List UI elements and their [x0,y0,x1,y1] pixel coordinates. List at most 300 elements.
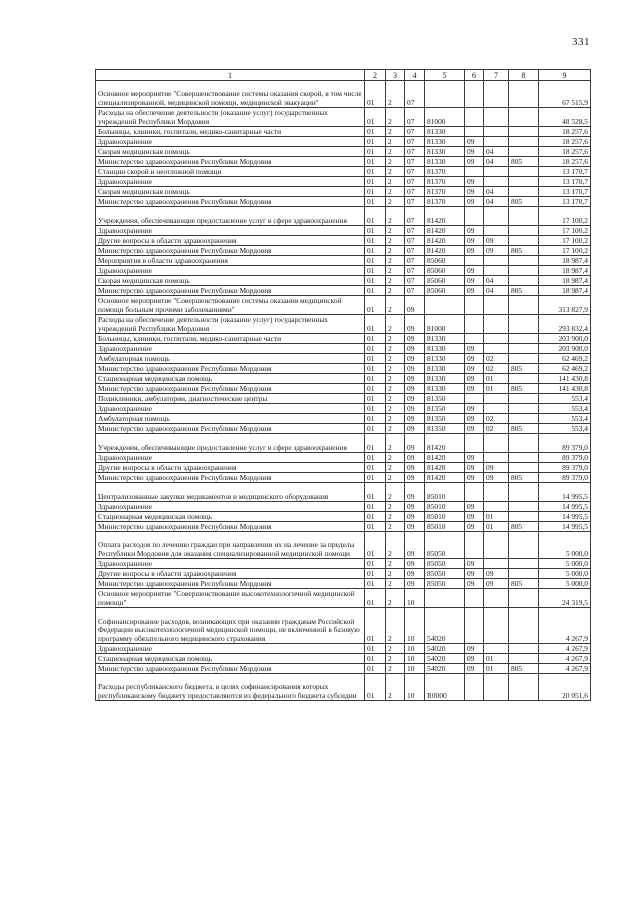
cell-code-subprogram: 2 [386,512,405,522]
cell-code-event: 07 [405,276,425,286]
cell-code-program: 01 [365,177,386,187]
cell-code-subsection: 04 [484,286,509,296]
cell-code-direction: 54020 [425,664,465,674]
cell-code-subsection [484,644,509,654]
cell-code-program: 01 [365,296,386,315]
cell-code-subprogram: 2 [386,404,405,414]
cell-code-ministry [509,81,539,108]
table-row [96,344,591,354]
cell-code-event: 09 [405,354,425,364]
cell-code-direction: 81330 [425,364,465,374]
table-row [96,664,591,674]
cell-code-subsection: 02 [484,354,509,364]
cell-amount: 141 430,8 [539,374,591,384]
table-row [96,589,591,608]
cell-code-ministry [509,226,539,236]
cell-code-section: 09 [465,664,484,674]
cell-code-section: 09 [465,266,484,276]
cell-code-program: 01 [365,334,386,344]
cell-code-section: 09 [465,453,484,463]
cell-code-section: 09 [465,579,484,589]
cell-code-program: 01 [365,473,386,483]
cell-code-event: 09 [405,434,425,453]
cell-code-ministry: 805 [509,364,539,374]
table-row [96,374,591,384]
cell-code-subprogram: 2 [386,197,405,207]
cell-code-subsection: 02 [484,424,509,434]
row-name: Скорая медицинская помощь [96,187,365,197]
table-row [96,187,591,197]
row-name: Другие вопросы в области здравоохранения [96,463,365,473]
cell-code-direction: 81330 [425,344,465,354]
cell-code-subsection [484,266,509,276]
cell-code-subprogram: 2 [386,463,405,473]
cell-code-direction: 81420 [425,453,465,463]
cell-code-subprogram: 2 [386,81,405,108]
cell-code-section [465,532,484,559]
cell-code-subprogram: 2 [386,589,405,608]
table-row [96,256,591,266]
cell-code-direction: 85060 [425,256,465,266]
cell-amount: 5 000,0 [539,532,591,559]
cell-code-ministry [509,256,539,266]
table-row [96,207,591,226]
cell-code-subprogram: 2 [386,354,405,364]
table-row [96,108,591,127]
cell-code-program: 01 [365,664,386,674]
cell-code-program: 01 [365,579,386,589]
cell-code-program: 01 [365,187,386,197]
cell-amount: 553,4 [539,424,591,434]
cell-code-ministry: 805 [509,246,539,256]
cell-code-ministry [509,315,539,334]
cell-code-section: 09 [465,559,484,569]
cell-code-event: 07 [405,286,425,296]
row-name: Мероприятия в области здравоохранения [96,256,365,266]
row-name: Расходы республиканского бюджета, в целях софинансирования которых республиканскому бюджету предоставляются из федерального бюджета субсидии [96,674,365,701]
cell-code-section: 09 [465,644,484,654]
cell-code-ministry [509,483,539,502]
cell-code-subsection [484,394,509,404]
table-row [96,579,591,589]
cell-code-direction: 85050 [425,532,465,559]
cell-code-subsection [484,177,509,187]
cell-code-ministry [509,644,539,654]
row-name: Поликлиники, амбулатории, диагностические центры [96,394,365,404]
cell-code-subprogram: 2 [386,108,405,127]
cell-code-program: 01 [365,207,386,226]
table-row [96,644,591,654]
cell-code-subsection: 09 [484,463,509,473]
cell-code-program: 01 [365,315,386,334]
cell-code-ministry [509,344,539,354]
cell-amount: 20 051,6 [539,674,591,701]
cell-code-direction: 81370 [425,197,465,207]
cell-code-subprogram: 2 [386,207,405,226]
table-row [96,654,591,664]
cell-code-subsection: 04 [484,147,509,157]
cell-code-section: 09 [465,236,484,246]
cell-code-ministry [509,374,539,384]
cell-code-ministry: 805 [509,157,539,167]
cell-code-ministry [509,236,539,246]
cell-code-subprogram: 2 [386,296,405,315]
cell-code-subsection [484,483,509,502]
cell-code-subprogram: 2 [386,569,405,579]
table-row [96,473,591,483]
cell-code-event: 07 [405,256,425,266]
cell-code-direction: 81330 [425,127,465,137]
cell-code-section [465,207,484,226]
page-number: 331 [572,36,590,48]
cell-code-event: 10 [405,644,425,654]
cell-code-section: 09 [465,463,484,473]
cell-code-direction: 81420 [425,226,465,236]
cell-code-event: 07 [405,177,425,187]
row-name: Учреждения, обеспечивающие предоставление услуг в сфере здравоохранения [96,207,365,226]
cell-code-program: 01 [365,167,386,177]
cell-code-event: 09 [405,453,425,463]
cell-amount: 203 900,0 [539,344,591,354]
table-row [96,167,591,177]
cell-code-section [465,674,484,701]
cell-code-program: 01 [365,226,386,236]
row-name: Министерство здравоохранения Республики Мордовия [96,579,365,589]
cell-code-subprogram: 2 [386,137,405,147]
cell-code-direction: 85010 [425,522,465,532]
cell-code-section [465,483,484,502]
column-header: 3 [386,70,405,81]
cell-code-direction: 81370 [425,177,465,187]
row-name: Министерство здравоохранения Республики Мордовия [96,473,365,483]
row-name: Другие вопросы в области здравоохранения [96,569,365,579]
cell-amount: 13 170,7 [539,167,591,177]
row-name: Основное мероприятие "Совершенствование системы оказания скорой, в том числе специализированной, медицинской помощи, медицинской эвакуации" [96,81,365,108]
cell-code-direction: 81350 [425,414,465,424]
row-name: Министерство здравоохранения Республики Мордовия [96,286,365,296]
cell-code-subprogram: 2 [386,256,405,266]
cell-code-subprogram: 2 [386,127,405,137]
cell-code-section: 09 [465,197,484,207]
cell-code-event: 07 [405,147,425,157]
cell-amount: 14 995,5 [539,522,591,532]
table-row [96,276,591,286]
cell-code-subprogram: 2 [386,236,405,246]
cell-code-section: 09 [465,177,484,187]
cell-code-subsection [484,434,509,453]
cell-code-event: 09 [405,512,425,522]
cell-amount: 553,4 [539,414,591,424]
cell-code-direction: 81330 [425,384,465,394]
table-row [96,674,591,701]
cell-code-section: 09 [465,354,484,364]
cell-amount: 14 995,5 [539,502,591,512]
cell-code-direction: 81350 [425,404,465,414]
cell-code-program: 01 [365,434,386,453]
cell-amount: 203 900,0 [539,334,591,344]
row-name: Оплата расходов по лечению граждан при направлении их на лечение за пределы Республики Мордовия для оказания специализированной медицинской помощи [96,532,365,559]
table-row [96,354,591,364]
cell-code-subprogram: 2 [386,187,405,197]
cell-code-subsection [484,453,509,463]
cell-code-program: 01 [365,644,386,654]
cell-code-subsection [484,532,509,559]
cell-code-program: 01 [365,197,386,207]
cell-code-direction: R0000 [425,674,465,701]
cell-code-subprogram: 2 [386,394,405,404]
cell-code-direction: 54020 [425,654,465,664]
row-name: Стационарная медицинская помощь [96,374,365,384]
cell-code-direction: 85010 [425,483,465,502]
cell-amount: 17 100,2 [539,236,591,246]
cell-code-program: 01 [365,589,386,608]
table-row [96,286,591,296]
cell-code-subsection: 01 [484,522,509,532]
cell-code-event: 09 [405,414,425,424]
cell-code-event: 10 [405,608,425,644]
cell-code-event: 09 [405,483,425,502]
cell-code-event: 09 [405,522,425,532]
cell-code-subprogram: 2 [386,167,405,177]
cell-code-section [465,108,484,127]
cell-code-program: 01 [365,559,386,569]
cell-code-program: 01 [365,502,386,512]
cell-amount: 5 000,0 [539,569,591,579]
row-name: Скорая медицинская помощь [96,276,365,286]
cell-code-subprogram: 2 [386,384,405,394]
cell-code-event: 07 [405,81,425,108]
cell-code-direction: 81420 [425,463,465,473]
cell-code-event: 07 [405,246,425,256]
cell-code-subsection: 01 [484,664,509,674]
cell-code-ministry [509,334,539,344]
cell-code-ministry: 805 [509,473,539,483]
row-name: Министерство здравоохранения Республики Мордовия [96,364,365,374]
cell-code-ministry [509,108,539,127]
cell-code-program: 01 [365,404,386,414]
cell-code-event: 09 [405,569,425,579]
cell-code-ministry [509,127,539,137]
cell-code-subsection: 02 [484,414,509,424]
cell-code-subprogram: 2 [386,522,405,532]
cell-code-program: 01 [365,608,386,644]
cell-code-ministry [509,654,539,664]
cell-code-subprogram: 2 [386,315,405,334]
cell-code-event: 07 [405,197,425,207]
cell-code-section [465,394,484,404]
cell-code-direction: 81330 [425,374,465,384]
cell-code-subsection: 04 [484,197,509,207]
cell-code-section [465,81,484,108]
cell-amount: 4 267,9 [539,608,591,644]
cell-code-program: 01 [365,147,386,157]
cell-code-subsection: 04 [484,187,509,197]
cell-code-event: 09 [405,502,425,512]
table-row [96,404,591,414]
table-row [96,463,591,473]
header-row [96,70,591,81]
cell-code-direction [425,81,465,108]
cell-code-subprogram: 2 [386,579,405,589]
cell-code-program: 01 [365,81,386,108]
table-row [96,414,591,424]
cell-code-subsection [484,404,509,414]
cell-amount: 18 987,4 [539,286,591,296]
cell-code-event: 09 [405,334,425,344]
table-row [96,177,591,187]
cell-code-program: 01 [365,236,386,246]
cell-code-ministry: 805 [509,664,539,674]
cell-code-direction: 54020 [425,644,465,654]
cell-code-subprogram: 2 [386,434,405,453]
cell-code-subsection: 02 [484,364,509,374]
cell-code-subprogram: 2 [386,157,405,167]
row-name: Софинансирование расходов, возникающих при оказании гражданам Российской Федерации высокотехнологичной медицинской помощи, не включенной в базовую программу обязательного медицинского страхования [96,608,365,644]
cell-code-ministry: 805 [509,424,539,434]
cell-code-event: 07 [405,187,425,197]
cell-code-subprogram: 2 [386,424,405,434]
cell-code-event: 07 [405,266,425,276]
cell-code-section: 09 [465,276,484,286]
cell-code-ministry [509,266,539,276]
cell-code-subprogram: 2 [386,286,405,296]
cell-code-subsection [484,315,509,334]
table-row [96,334,591,344]
cell-code-direction: 81330 [425,157,465,167]
column-header: 9 [539,70,591,81]
cell-amount: 17 100,2 [539,226,591,236]
cell-code-section: 09 [465,286,484,296]
cell-code-event: 07 [405,127,425,137]
cell-code-ministry [509,394,539,404]
table-row [96,266,591,276]
table-row [96,81,591,108]
row-name: Скорая медицинская помощь [96,147,365,157]
cell-code-subsection: 01 [484,512,509,522]
row-name: Здравоохранение [96,453,365,463]
table-row [96,137,591,147]
cell-code-event: 10 [405,589,425,608]
cell-code-subprogram: 2 [386,374,405,384]
cell-code-subsection [484,226,509,236]
cell-code-ministry [509,512,539,522]
cell-code-subprogram: 2 [386,473,405,483]
cell-code-direction: 81000 [425,108,465,127]
table-row [96,394,591,404]
cell-code-subsection [484,108,509,127]
cell-code-event: 09 [405,344,425,354]
cell-code-direction: 81330 [425,334,465,344]
cell-code-event: 10 [405,674,425,701]
cell-code-subprogram: 2 [386,226,405,236]
column-header: 5 [425,70,465,81]
table-row [96,364,591,374]
cell-amount: 5 000,0 [539,559,591,569]
cell-code-ministry: 805 [509,579,539,589]
row-name: Министерство здравоохранения Республики Мордовия [96,197,365,207]
cell-code-ministry [509,569,539,579]
table-row [96,559,591,569]
cell-code-section: 09 [465,137,484,147]
cell-amount: 18 987,4 [539,256,591,266]
cell-code-ministry [509,177,539,187]
cell-code-subsection [484,127,509,137]
cell-code-ministry [509,674,539,701]
cell-code-direction: 81420 [425,207,465,226]
table-row [96,569,591,579]
cell-code-subsection: 01 [484,654,509,664]
cell-code-ministry [509,296,539,315]
cell-code-subsection [484,344,509,354]
cell-code-direction: 81350 [425,424,465,434]
row-name: Расходы на обеспечение деятельности (оказание услуг) государственных учреждений Республики Мордовия [96,108,365,127]
row-name: Здравоохранение [96,177,365,187]
cell-code-subsection: 09 [484,569,509,579]
cell-code-event: 07 [405,167,425,177]
cell-code-program: 01 [365,108,386,127]
row-name: Министерство здравоохранения Республики Мордовия [96,384,365,394]
cell-code-subprogram: 2 [386,483,405,502]
cell-code-section: 09 [465,187,484,197]
table-row [96,197,591,207]
cell-code-direction [425,589,465,608]
cell-code-ministry [509,532,539,559]
cell-code-direction: 81420 [425,473,465,483]
cell-code-ministry [509,453,539,463]
row-name: Больницы, клиники, госпитали, медико-санитарные части [96,334,365,344]
cell-code-subsection: 09 [484,579,509,589]
cell-code-program: 01 [365,256,386,266]
cell-code-section: 09 [465,344,484,354]
cell-code-event: 09 [405,559,425,569]
cell-code-section [465,608,484,644]
row-name: Станции скорой и неотложной помощи [96,167,365,177]
table-row [96,434,591,453]
row-name: Министерство здравоохранения Республики Мордовия [96,424,365,434]
cell-code-section [465,334,484,344]
cell-amount: 67 515,9 [539,81,591,108]
cell-code-program: 01 [365,463,386,473]
cell-code-program: 01 [365,453,386,463]
cell-code-program: 01 [365,522,386,532]
row-name: Здравоохранение [96,344,365,354]
cell-code-section: 09 [465,424,484,434]
row-name: Стационарная медицинская помощь [96,654,365,664]
cell-code-direction: 81420 [425,236,465,246]
cell-amount: 48 528,5 [539,108,591,127]
row-name: Основное мероприятие "Совершенствование высокотехнологичной медицинской помощи" [96,589,365,608]
cell-code-subsection [484,137,509,147]
cell-code-ministry: 805 [509,384,539,394]
cell-code-subprogram: 2 [386,266,405,276]
cell-code-event: 09 [405,532,425,559]
cell-amount: 293 832,4 [539,315,591,334]
cell-code-program: 01 [365,266,386,276]
row-name: Амбулаторная помощь [96,414,365,424]
row-name: Другие вопросы в области здравоохранения [96,236,365,246]
cell-code-event: 07 [405,226,425,236]
cell-amount: 14 995,5 [539,512,591,522]
cell-code-ministry: 805 [509,197,539,207]
cell-code-direction: 85060 [425,266,465,276]
cell-code-event: 10 [405,654,425,664]
table-row [96,532,591,559]
cell-amount: 24 319,5 [539,589,591,608]
table-row [96,483,591,502]
cell-code-subprogram: 2 [386,644,405,654]
cell-code-program: 01 [365,654,386,664]
column-header: 2 [365,70,386,81]
